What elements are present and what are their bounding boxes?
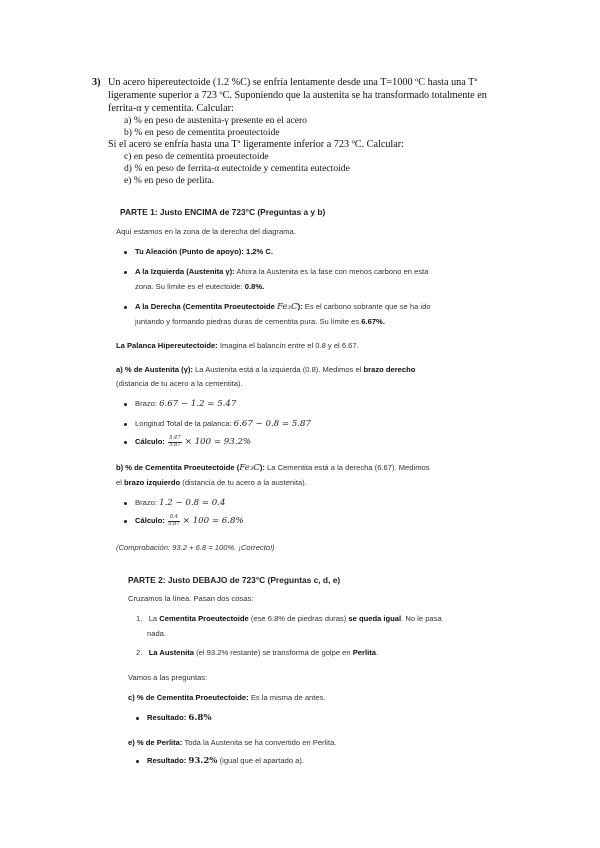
problem-number: 3) [92,77,101,88]
part2-heading: PARTE 2: Justo DEBAJO de 723°C (Preguntas c, d, e) [128,575,341,585]
fraction: $\frac{0.4}{5.87}$ [168,514,180,527]
part1-bullet-left-cont: zona. Su límite es el eutectoide: 0.8%. [135,282,265,291]
part2-numbered-1-cont: nada. [147,629,167,638]
bullet-icon [124,502,127,505]
problem-line-3: ferrita-α y cementita. Calcular: [108,103,234,114]
part1-intro: Aquí estamos en la zona de la derecha del diagrama. [116,227,296,236]
bullet-icon [124,520,127,523]
bullet-icon [124,306,127,309]
bullet-icon [124,251,127,254]
bullet-icon [124,403,127,406]
vamos-line: Vamos a las preguntas: [128,673,208,682]
bullet-icon [124,423,127,426]
fraction: $\frac{5.47}{5.87}$ [169,435,181,448]
part2-numbered-1: 1. La Cementita Proeutectoide (ese 6.8% de piedras duras) se queda igual. No le pasa [136,614,442,623]
section-a-cont: (distancia de tu acero a la cementita). [116,379,243,388]
part1-bullet-alloy: Tu Aleación (Punto de apoyo): 1.2% C. [124,246,273,257]
problem-item-e: e) % en peso de perlita. [124,175,215,186]
problem-line-2: ligeramente superior a 723 ºC. Suponiendo que la austenita se ha transformado totalmente en [108,90,487,101]
a-bullet-longitud: Longitud Total de la palanca: 6.67 − 0.8 = 5.87 [124,418,311,430]
lever-line: La Palanca Hipereutectoide: Imagina el balancín entre el 0.8 y el 6.67. [116,341,359,350]
b-bullet-brazo: Brazo: 1.2 − 0.8 = 0.4 [124,497,225,509]
b-bullet-calculo: Cálculo: $\frac{0.4}{5.87}$ × 100 = 6.8% [124,515,244,527]
part1-heading: PARTE 1: Justo ENCIMA de 723°C (Preguntas a y b) [120,207,326,217]
section-e-heading: e) % de Perlita: Toda la Austenita se ha convertido en Perlita. [128,738,337,747]
bullet-icon [124,271,127,274]
a-bullet-calculo: Cálculo: $\frac{5.47}{5.87}$ × 100 = 93.2% [124,436,251,448]
part2-numbered-2: 2. La Austenita (el 93.2% restante) se transforma de golpe en Perlita. [136,648,379,657]
problem-item-d: d) % en peso de ferrita-α eutectoide y cementita eutectoide [124,163,350,174]
section-a-heading: a) % de Austenita (γ): La Austenita está a la izquierda (0.8). Medimos el brazo derecho [116,365,416,374]
problem-item-a: a) % en peso de austenita-γ presente en el acero [124,115,307,126]
problem-line-4: Si el acero se enfría hasta una Tª ligeramente inferior a 723 ºC. Calcular: [108,139,405,150]
section-b-heading: b) % de Cementita Proeutectoide (Fe₃C): La Cementita está a la derecha (6.67). Medimos [116,463,430,473]
section-b-cont: el brazo izquierdo (distancia de tu acero a la austenita). [116,478,307,487]
a-bullet-brazo: Brazo: 6.67 − 1.2 = 5.47 [124,398,236,410]
bullet-icon [136,760,139,763]
bullet-icon [136,717,139,720]
problem-line-1: Un acero hipereutectoide (1.2 %C) se enfría lentamente desde una T=1000 ºC hasta una Tª [108,77,478,88]
bullet-icon [124,441,127,444]
problem-item-c: c) en peso de cementita proeutectoide [124,151,269,162]
section-c-heading: c) % de Cementita Proeutectoide: Es la misma de antes. [128,693,326,702]
part1-bullet-right: A la Derecha (Cementita Proeutectoide Fe₃C): Es el carbono sobrante que se ha ido [124,301,431,313]
part1-bullet-left: A la Izquierda (Austenita γ): Ahora la Austenita es la fase con menos carbono en esta [124,266,429,277]
check-line: (Comprobación: 93.2 + 6.8 = 100%. ¡Correcto!) [116,543,275,552]
part2-intro: Cruzamos la línea. Pasan dos cosas: [128,594,254,603]
part1-bullet-right-cont: juntando y formando piedras duras de cementita pura. Su límite es 6.67%. [135,317,385,326]
problem-item-b: b) % en peso de cementita proeutectoide [124,127,280,138]
e-result: Resultado: 93.2% (igual que el apartado a). [136,755,304,767]
c-result: Resultado: 6.8% [136,712,212,724]
